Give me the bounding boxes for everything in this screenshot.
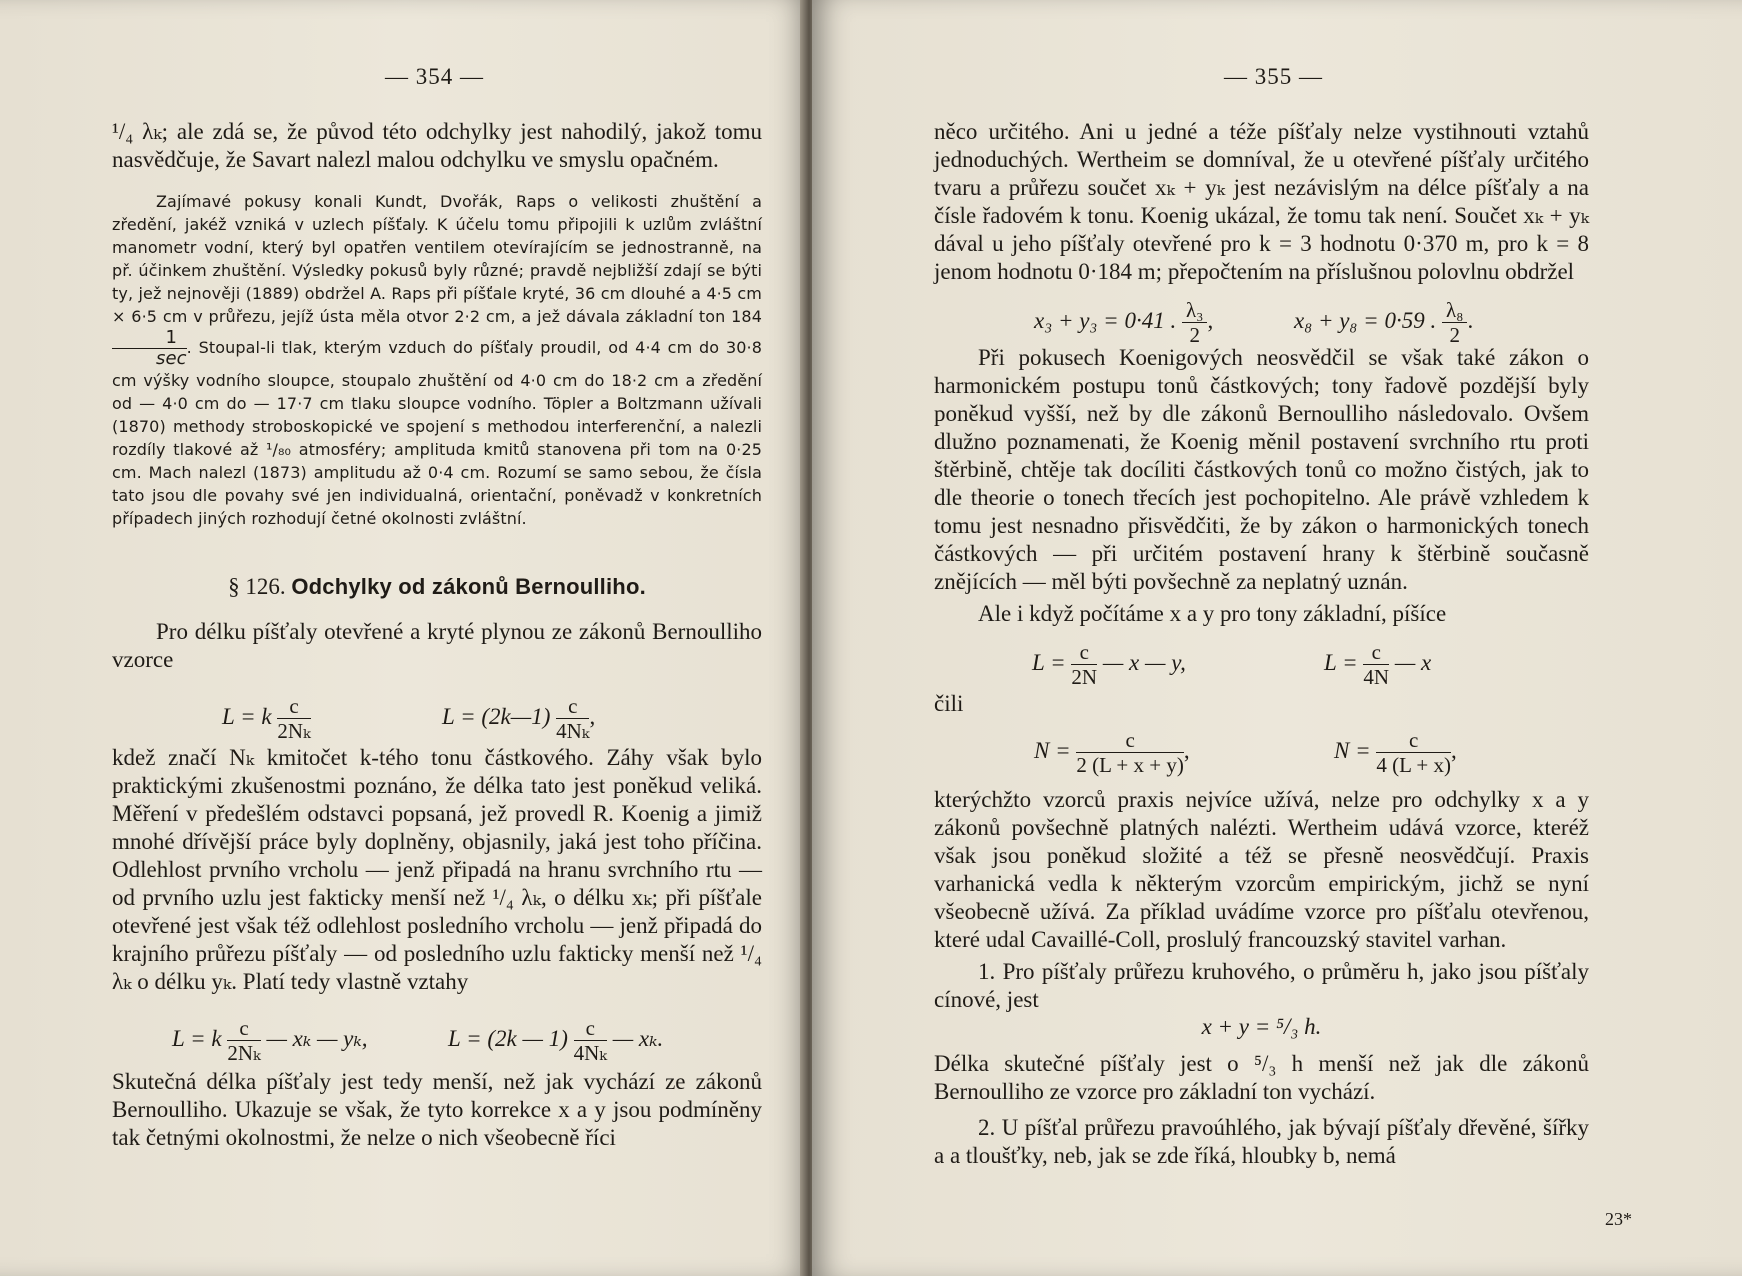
equation: L = (2k—1) $\frac{c}{\text{4Nₖ}}$ , [442,694,596,743]
equation-line [934,632,1589,692]
section-heading: § 126. Odchylky od zákonů Bernoulliho. [228,574,646,599]
paragraph: Ale i když počítáme x a y pro tony základní, píšíce [978,601,1447,626]
paragraph: Pro délku píšťaly otevřené a kryté plynou ze zákonů Bernoulliho vzorce [112,619,762,672]
left-text-column [112,118,762,1152]
equation: x₈ + y₈ = 0·59 . $\frac{\text{λ₈}}{2}$ . [1294,298,1474,347]
paragraph-small: Zajímavé pokusy konali Kundt, Dvořák, Raps o velikosti zhuštění a zředění, jakéž vzniká v uzlech píšťaly. K účelu tomu připojili k uzlům zvláštní manometr vodní, který byl opatřen ventilem otevírajícím se jednostranně, na př. účinkem zhuštění. Výsledky pokusů byly různé; pravdě nejbližší zdají se býti ty, jež nejnověji (1889) obdržel A. Raps při píšťale kryté, 36 cm dlouhé a 4·5 cm × 6·5 cm v průřezu, jejíž ústa měla otvor 2·2 cm, a jež dávala základní ton 184 $\frac{1}{\sec}$ . Stoupal-li tlak, kterým vzduch do píšťaly proudil, od 4·4 cm do 30·8 cm výšky vodního sloupce, stoupalo zhuštění od 4·0 cm do 18·2 cm a zředění od — 4·0 cm do — 17·7 cm tlaku sloupce vodního. Töpler a Boltzmann užívali (1870) methody stroboskopické ve spojení s methodou interferenční, a nalezli rozdíly tlakové až ¹/₈₀ atmosféry; amplituda kmitů stanovena při tom na 0·25 cm. Mach nalezl (1873) amplitudu až 0·4 cm. Rozumí se samo sebou, že čísla tato jsou dle povahy své jen individualná, orientační, poněvadž v konkretních případech jiných rozhodují četné okolnosti zvláštní. [112,192,762,528]
left-page [0,0,810,1276]
paragraph: ¹/₄ λₖ; ale zdá se, že původ této odchylky jest nahodilý, jakož tomu nasvědčuje, že Savart nalezl malou odchylku ve smyslu opačném. [112,119,762,172]
equation: x₃ + y₃ = 0·41 . $\frac{\text{λ₃}}{2}$ , [1034,298,1214,347]
signature-mark: 23* [1605,1209,1632,1229]
right-text-column [934,118,1589,1170]
equation: L = $\frac{c}{2N}$ — x — y, [1032,640,1186,689]
equation: L = k $\frac{c}{\text{2Nₖ}}$ — xₖ — yₖ, [172,1016,368,1065]
equation-line [112,680,762,743]
paragraph: 1. Pro píšťaly průřezu kruhového, o průměru h, jako jsou píšťaly cínové, jest [934,959,1589,1012]
equation: L = (2k — 1) $\frac{c}{\text{4Nₖ}}$ — xₖ. [448,1016,664,1065]
equation: N = $\frac{c}{4 (L + x)}$ , [1334,728,1457,777]
page-number: — 354 — [385,64,484,89]
paragraph: kterýchžto vzorců praxis nejvíce užívá, nelze pro odchylky x a y zákonů povšechně platných nalézti. Wertheim udává vzorce, kteréž však jsou poněkud složité a též se přesně neosvědčují. Praxis varhanická vedla k některým vzorcům empirickým, jichž se nyní všeobecně užívá. Za příklad uvádíme vzorce pro píšťalu otevřenou, které udal Cavaillé-Coll, proslulý francouzský stavitel varhan. [934,787,1589,952]
paragraph: čili [934,691,964,716]
paragraph: něco určitého. Ani u jedné a téže píšťaly nelze vystihnouti vztahů jednoduchých. Wertheim se domníval, že u otevřené píšťaly určitého tvaru a průřezu součet xₖ + yₖ jest nezávislým na délce píšťaly a na čísle řadovém k tonu. Koenig ukázal, že tomu tak není. Součet xₖ + yₖ dával u jeho píšťaly otevřené pro k = 3 hodnotu 0·370 m, pro k = 8 jenom hodnotu 0·184 m; přepočtením na příslušnou polovlnu obdržel [934,119,1589,284]
paragraph: Délka skutečné píšťaly jest o ⁵/₃ h menší než jak dle zákonů Bernoulliho ze vzorce pro základní ton vychází. [934,1051,1589,1104]
paragraph: kdež značí Nₖ kmitočet k-tého tonu částkového. Záhy však bylo praktickými zkušenostmi poznáno, že délka tato jest poněkud veliká. Měření v předešlém odstavci popsaná, jež provedl R. Koenig a jimiž mnohé dřívější práce byly doplněny, objasnily, jaká jest toho příčina. Odlehlost prvního vrcholu — jenž připadá na hranu svrchního rtu — od prvního uzlu jest fakticky menší než ¹/₄ λₖ, o délku xₖ; při píšťale otevřené jest však též odlehlost posledního vrcholu — jenž připadá do krajního průřezu píšťaly — od posledního uzlu fakticky menší než ¹/₄ λₖ o délku yₖ. Platí tedy vlastně vztahy [112,745,762,994]
paragraph: 2. U píšťal průřezu pravoúhlého, jak bývají píšťaly dřevěné, šířky a a tloušťky, neb, jak se zde říká, hloubky b, nemá [934,1115,1589,1168]
equation: N = $\frac{c}{2 (L + x + y)}$ , [1034,728,1190,777]
equation-line [112,1002,762,1065]
equation-line [934,722,1589,782]
equation: L = k $\frac{c}{\text{2Nₖ}}$ [222,694,311,743]
equation: L = $\frac{c}{4N}$ — x [1324,640,1432,689]
right-page [812,0,1742,1276]
equation: x + y = ⁵/₃ h. [1201,1014,1322,1039]
equation-line [934,290,1589,347]
page-number: — 355 — [1224,64,1323,89]
paragraph: Při pokusech Koenigových neosvědčil se však také zákon o harmonickém postupu tonů částkových; tony řadově pozdější byly poněkud vyšší, než by dle zákonů Bernoulliho následovalo. Ovšem dlužno poznamenati, že Koenig měnil postavení svrchního rtu proti štěrbině, chtěje tak docíliti částkových tonů co možno čistých, jak to dle theorie o tonech třecích jest pochopitelno. Ale právě vzhledem k tomu jest nesnadno přisvědčiti, že by zákon o harmonických tonech částkových — při určitém postavení hrany k štěrbině současně znějících — měl býti povšechně za neplatný uznán. [934,345,1589,594]
paragraph: Skutečná délka píšťaly jest tedy menší, než jak vychází ze zákonů Bernoulliho. Ukazuje se však, že tyto korrekce x a y jsou podmíněny tak četnými okolnostmi, že nelze o nich všeobecně říci [112,1069,762,1150]
fraction: $\frac{1}{\sec}$ [112,328,187,369]
